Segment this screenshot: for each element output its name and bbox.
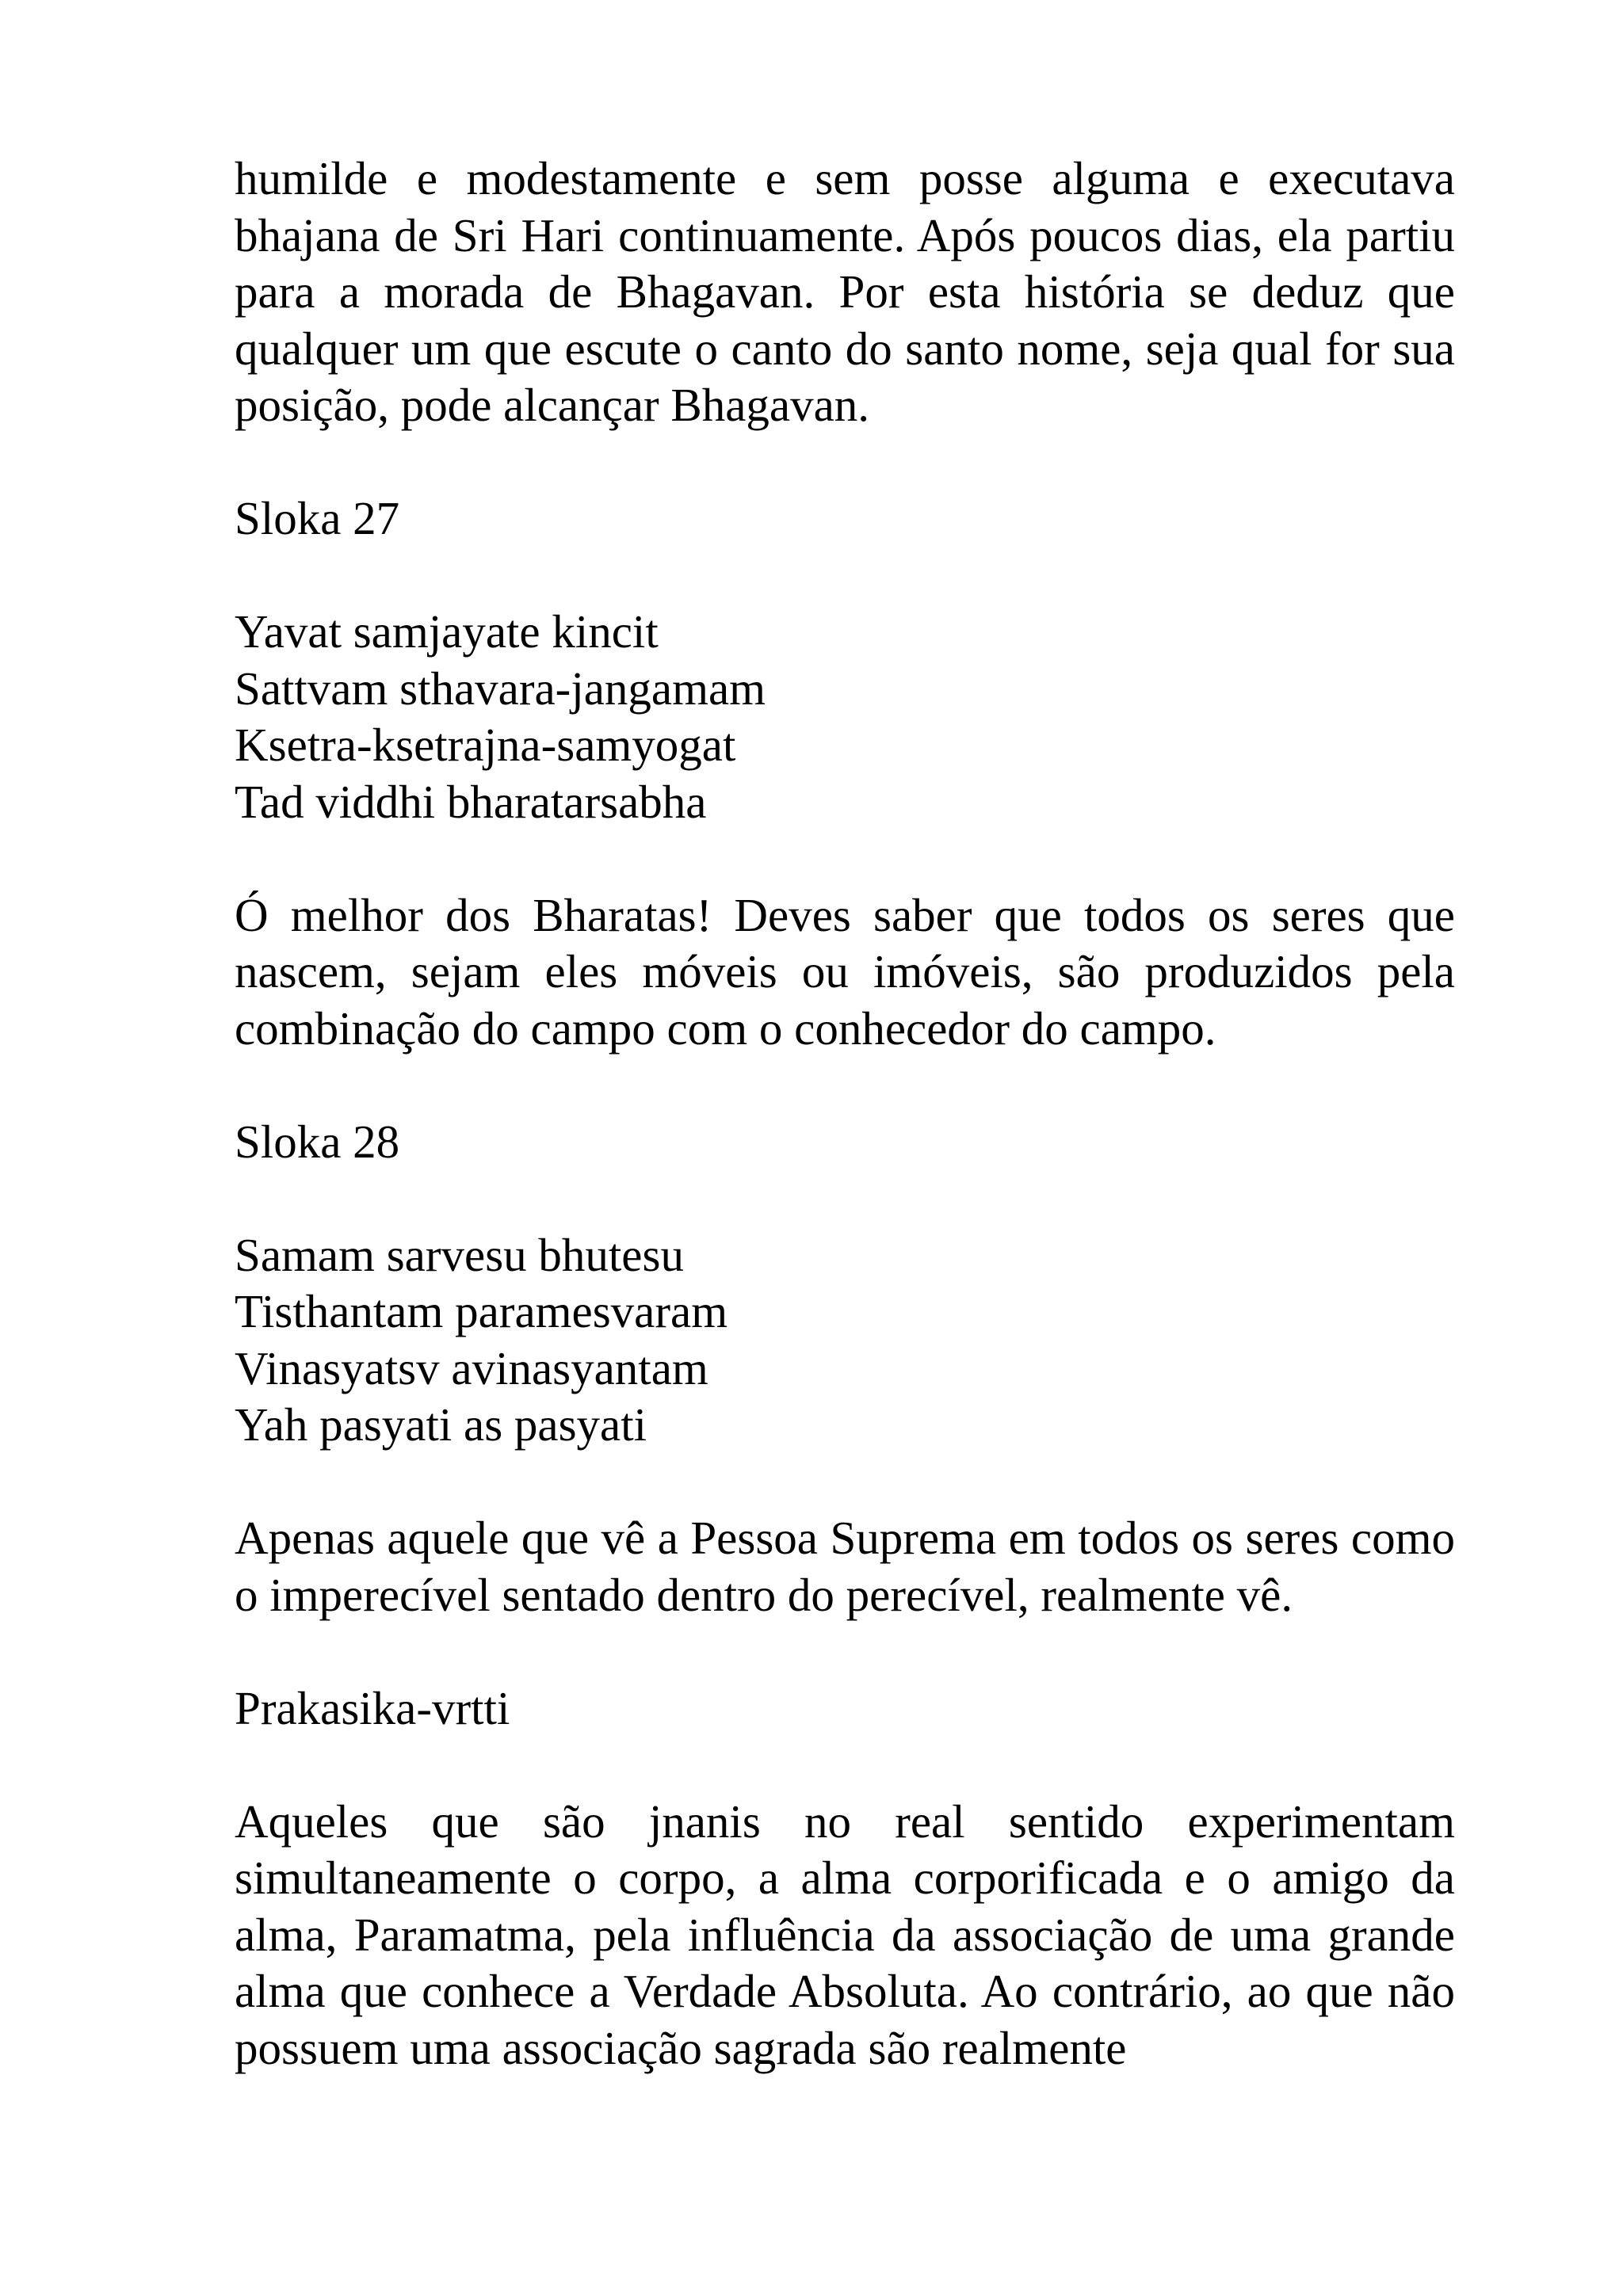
- sloka-27-verse: [235, 604, 1455, 830]
- sloka-28-verse: [235, 1227, 1455, 1454]
- intro-paragraph: humilde e modestamente e sem posse alguma e executava bhajana de Sri Hari continuamente. Após poucos dias, ela partiu para a morada de Bhagavan. Por esta história se deduz que qualquer um que escute o canto do santo nome, seja qual for sua posição, pode alcançar Bhagavan.: [235, 152, 1455, 431]
- sloka-28-translation: Apenas aquele que vê a Pessoa Suprema em todos os seres como o imperecível sentado dentro do perecível, realmente vê.: [235, 1512, 1455, 1621]
- sloka-28-heading: Sloka 28: [235, 1115, 400, 1168]
- verse-line: Samam sarvesu bhutesu: [235, 1228, 684, 1281]
- verse-line: Yavat samjayate kincit: [235, 605, 659, 658]
- verse-line: Tisthantam paramesvaram: [235, 1285, 728, 1337]
- commentary-heading: Prakasika-vrtti: [235, 1681, 510, 1734]
- verse-line: Ksetra-ksetrajna-samyogat: [235, 719, 736, 771]
- sloka-27-translation: Ó melhor dos Bharatas! Deves saber que todos os seres que nascem, sejam eles móveis ou imóveis, são produzidos pela combinação do campo com o conhecedor do campo.: [235, 888, 1455, 1055]
- verse-line: Yah pasyati as pasyati: [235, 1398, 647, 1451]
- sloka-27-heading: Sloka 27: [235, 492, 400, 544]
- commentary-paragraph: Aqueles que são jnanis no real sentido experimentam simultaneamente o corpo, a alma corporificada e o amigo da alma, Paramatma, pela influência da associação de uma grande alma que conhece a Verdade Absoluta. Ao contrário, ao que não possuem uma associação sagrada são realmente: [235, 1794, 1455, 2074]
- verse-line: Sattvam sthavara-jangamam: [235, 662, 766, 715]
- verse-line: Tad viddhi bharatarsabha: [235, 775, 707, 828]
- document-page: [235, 151, 1455, 2134]
- verse-line: Vinasyatsv avinasyantam: [235, 1341, 708, 1394]
